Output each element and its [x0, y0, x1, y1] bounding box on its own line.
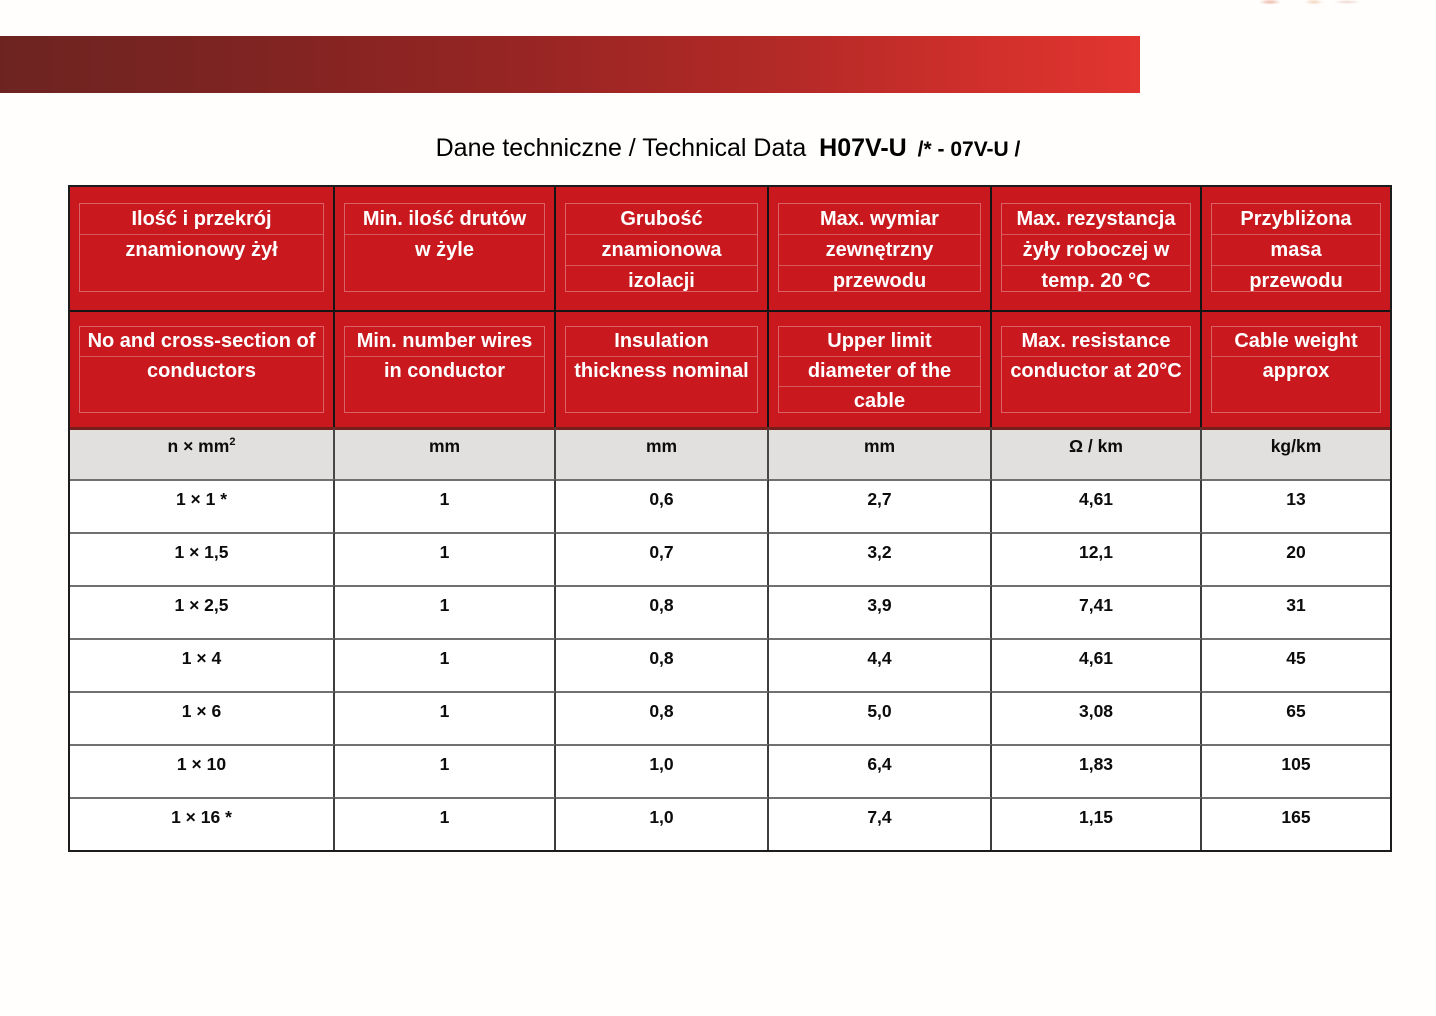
table-row	[70, 797, 1390, 850]
data-cell: 4,61	[992, 638, 1202, 691]
table-row	[70, 744, 1390, 797]
data-cell: 1	[335, 797, 556, 850]
unit-label: Ω / km	[1069, 436, 1123, 456]
header-line: Insulation	[614, 330, 709, 352]
title-cable-code: H07V-U	[819, 134, 907, 162]
unit-cell-3	[769, 427, 992, 479]
data-cell: 3,08	[992, 691, 1202, 744]
header-line: przewodu	[1212, 265, 1380, 296]
table-body	[70, 479, 1390, 850]
unit-label: mm	[863, 436, 896, 456]
header-line: masa	[1212, 234, 1380, 265]
header-line: cable	[779, 386, 980, 416]
header-line: przewodu	[779, 265, 980, 296]
title-text: Dane techniczne / Technical Data	[435, 134, 807, 162]
data-cell: 65	[1202, 691, 1390, 744]
header-line: w żyle	[345, 234, 544, 265]
data-cell: 1	[335, 691, 556, 744]
table-row	[70, 638, 1390, 691]
unit-cell-2	[556, 427, 769, 479]
header-line: Przybliżona	[1240, 207, 1352, 230]
unit-label: n × mm	[167, 436, 230, 456]
page-title	[68, 131, 1388, 165]
header-line: Upper limit	[827, 330, 932, 352]
data-cell: 4,4	[769, 638, 992, 691]
unit-label: mm	[645, 436, 678, 456]
data-cell: 0,8	[556, 638, 769, 691]
data-cell: 1,83	[992, 744, 1202, 797]
header-cell-en-0	[70, 312, 335, 427]
header-line: Min. number wires	[356, 330, 533, 352]
data-cell: 105	[1202, 744, 1390, 797]
data-cell: 20	[1202, 532, 1390, 585]
header-line: zewnętrzny	[779, 234, 980, 265]
unit-label: mm	[428, 436, 461, 456]
header-line: Max. wymiar	[820, 207, 939, 230]
header-line: No and cross-section of	[87, 330, 316, 352]
header-line: Min. ilość drutów	[362, 207, 527, 230]
data-cell: 5,0	[769, 691, 992, 744]
table-row	[70, 479, 1390, 532]
header-cell-pl-3	[769, 187, 992, 312]
header-line: Max. rezystancja	[1016, 207, 1176, 230]
data-cell: 1 × 16 *	[70, 797, 335, 850]
header-line: in conductor	[345, 356, 544, 386]
data-cell: 1,0	[556, 797, 769, 850]
data-cell: 0,6	[556, 479, 769, 532]
data-cell: 1 × 4	[70, 638, 335, 691]
technical-data-table	[68, 185, 1392, 852]
data-cell: 4,61	[992, 479, 1202, 532]
unit-cell-1	[335, 427, 556, 479]
data-cell: 1 × 10	[70, 744, 335, 797]
header-line: Grubość	[620, 207, 703, 230]
unit-cell-4	[992, 427, 1202, 479]
header-cell-inner-box	[1211, 203, 1381, 292]
header-row-polish	[70, 187, 1390, 312]
header-cell-inner-box	[1001, 203, 1191, 292]
header-cell-en-3	[769, 312, 992, 427]
header-line: znamionowa	[566, 234, 757, 265]
data-cell: 0,8	[556, 691, 769, 744]
header-cell-pl-5	[1202, 187, 1390, 312]
header-cell-inner-box	[1001, 326, 1191, 413]
header-line: conductor at 20°C	[1002, 356, 1190, 386]
header-line: izolacji	[566, 265, 757, 296]
data-cell: 1	[335, 744, 556, 797]
header-cell-pl-2	[556, 187, 769, 312]
header-cell-inner-box	[79, 203, 324, 292]
data-cell: 1 × 1 *	[70, 479, 335, 532]
data-cell: 1	[335, 585, 556, 638]
data-cell: 6,4	[769, 744, 992, 797]
data-cell: 1 × 2,5	[70, 585, 335, 638]
header-cell-pl-4	[992, 187, 1202, 312]
header-cell-inner-box	[778, 203, 981, 292]
header-cell-pl-0	[70, 187, 335, 312]
data-cell: 12,1	[992, 532, 1202, 585]
red-gradient-banner	[0, 36, 1140, 93]
data-cell: 7,41	[992, 585, 1202, 638]
data-cell: 13	[1202, 479, 1390, 532]
header-line: thickness nominal	[566, 356, 757, 386]
header-cell-inner-box	[344, 326, 545, 413]
data-cell: 1,15	[992, 797, 1202, 850]
units-row	[70, 427, 1390, 479]
data-cell: 165	[1202, 797, 1390, 850]
header-cell-inner-box	[565, 203, 758, 292]
data-cell: 1,0	[556, 744, 769, 797]
header-row-english	[70, 312, 1390, 427]
partial-logo-remnant	[1252, 0, 1362, 8]
header-line: diameter of the	[779, 356, 980, 386]
data-cell: 1 × 6	[70, 691, 335, 744]
data-cell: 3,9	[769, 585, 992, 638]
header-cell-en-4	[992, 312, 1202, 427]
data-cell: 0,8	[556, 585, 769, 638]
header-cell-pl-1	[335, 187, 556, 312]
header-cell-inner-box	[565, 326, 758, 413]
data-cell: 45	[1202, 638, 1390, 691]
data-cell: 1 × 1,5	[70, 532, 335, 585]
unit-label: kg/km	[1270, 436, 1322, 456]
data-cell: 2,7	[769, 479, 992, 532]
header-cell-inner-box	[344, 203, 545, 292]
data-cell: 1	[335, 479, 556, 532]
header-line: Max. resistance	[1021, 330, 1171, 352]
header-line: temp. 20 °C	[1002, 265, 1190, 296]
data-cell: 31	[1202, 585, 1390, 638]
header-cell-inner-box	[1211, 326, 1381, 413]
header-cell-en-1	[335, 312, 556, 427]
title-code-suffix: /* - 07V-U /	[917, 138, 1021, 161]
header-line: znamionowy żył	[80, 234, 323, 265]
header-line: Ilość i przekrój	[131, 207, 272, 230]
unit-cell-0	[70, 427, 335, 479]
data-cell: 0,7	[556, 532, 769, 585]
header-cell-en-2	[556, 312, 769, 427]
data-cell: 3,2	[769, 532, 992, 585]
header-line: Cable weight	[1234, 330, 1358, 352]
table-row	[70, 532, 1390, 585]
header-line: conductors	[80, 356, 323, 386]
table-row	[70, 585, 1390, 638]
header-line: żyły roboczej w	[1002, 234, 1190, 265]
unit-superscript: 2	[229, 436, 236, 449]
header-cell-inner-box	[778, 326, 981, 413]
data-cell: 1	[335, 638, 556, 691]
header-cell-en-5	[1202, 312, 1390, 427]
data-cell: 7,4	[769, 797, 992, 850]
unit-cell-5	[1202, 427, 1390, 479]
data-cell: 1	[335, 532, 556, 585]
table-row	[70, 691, 1390, 744]
header-cell-inner-box	[79, 326, 324, 413]
header-line: approx	[1212, 356, 1380, 386]
